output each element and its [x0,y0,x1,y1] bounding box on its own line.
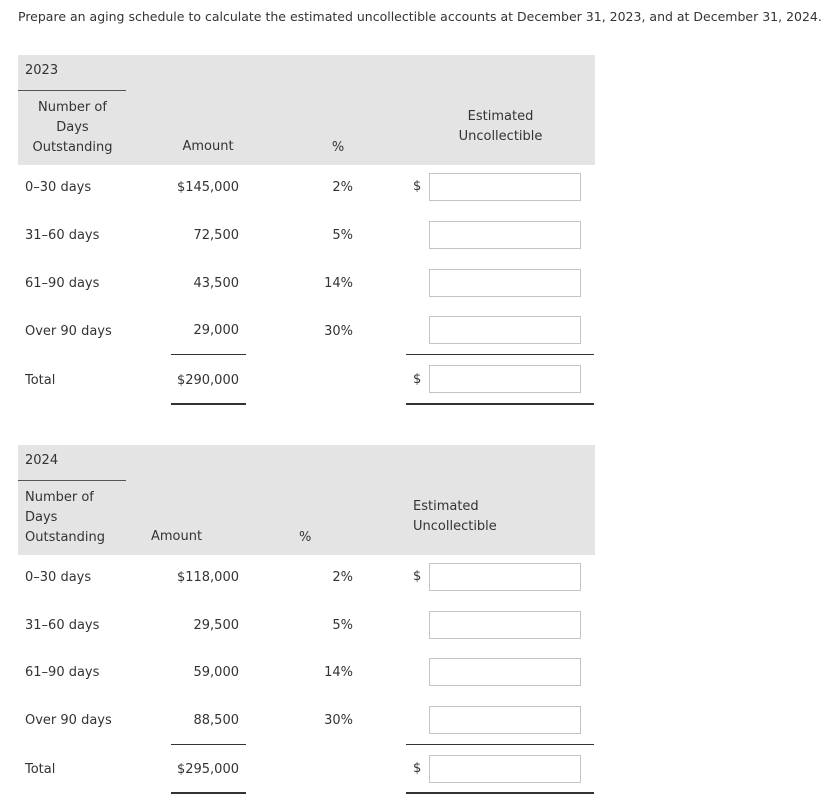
total-estimated-input[interactable] [429,365,581,393]
estimated-uncollectible-input[interactable] [429,563,581,591]
year-label: 2023 [25,63,59,78]
estimated-uncollectible-input[interactable] [429,269,581,297]
amount-value: $118,000 [176,570,239,585]
percent-value: 5% [332,618,353,633]
amount-value: 29,000 [193,323,239,338]
amount-value: 88,500 [193,713,239,728]
percent-header: % [331,140,345,155]
total-amount: $295,000 [176,762,239,777]
header-line: Uncollectible [413,519,497,534]
header-line: Uncollectible [458,129,543,144]
days-label: 0–30 days [25,570,92,585]
percent-value: 2% [332,180,353,195]
instruction-text: Prepare an aging schedule to calculate the estimated uncollectible accounts at December 31, 2023, and at December 31, 2024. [18,9,822,24]
amount-value: 43,500 [193,276,239,291]
estimated-uncollectible-header [433,107,568,147]
year-label: 2024 [25,453,59,468]
header-line: Days [25,510,58,525]
amount-value: 59,000 [193,665,239,680]
days-label: 61–90 days [25,665,100,680]
estimated-uncollectible-input[interactable] [429,316,581,344]
percent-value: 14% [324,276,353,291]
days-label: 31–60 days [25,618,100,633]
total-label: Total [25,762,56,777]
estimated-uncollectible-input[interactable] [429,658,581,686]
dollar-sign: $ [413,179,422,194]
header-line: Number of [38,100,107,115]
dollar-sign: $ [413,372,422,387]
subtotal-line [171,744,246,745]
header-line: Outstanding [25,530,105,545]
days-outstanding-header [25,488,125,548]
percent-value: 14% [324,665,353,680]
days-label: Over 90 days [25,324,112,339]
total-amount: $290,000 [176,373,239,388]
estimated-uncollectible-header [413,497,497,537]
total-estimated-input[interactable] [429,755,581,783]
percent-value: 30% [324,324,353,339]
estimated-uncollectible-input[interactable] [429,173,581,201]
subtotal-line [171,354,246,355]
amount-header: Amount [182,139,234,154]
total-label: Total [25,373,56,388]
year-underline [18,90,126,91]
percent-value: 30% [324,713,353,728]
dollar-sign: $ [413,761,422,776]
total-double-line [171,792,246,794]
amount-header: Amount [151,529,203,544]
header-line: Outstanding [32,140,113,155]
amount-value: 29,500 [193,618,239,633]
schedule-2024 [18,445,595,800]
header-line: Estimated [413,499,479,514]
percent-header: % [299,530,312,545]
days-label: 61–90 days [25,276,100,291]
schedule-2023 [18,55,595,407]
percent-value: 5% [332,228,353,243]
estimated-uncollectible-input[interactable] [429,611,581,639]
total-double-line [406,792,594,794]
percent-value: 2% [332,570,353,585]
total-double-line [171,403,246,405]
estimated-uncollectible-input[interactable] [429,221,581,249]
header-line: Estimated [467,109,534,124]
days-label: Over 90 days [25,713,112,728]
year-underline [18,480,126,481]
amount-value: 72,500 [193,228,239,243]
subtotal-line [406,354,594,355]
total-double-line [406,403,594,405]
estimated-uncollectible-input[interactable] [429,706,581,734]
subtotal-line [406,744,594,745]
days-outstanding-header [20,98,125,158]
dollar-sign: $ [413,569,422,584]
amount-value: $145,000 [176,180,239,195]
days-label: 0–30 days [25,180,92,195]
header-line: Number of [25,490,94,505]
days-label: 31–60 days [25,228,100,243]
header-line: Days [56,120,89,135]
